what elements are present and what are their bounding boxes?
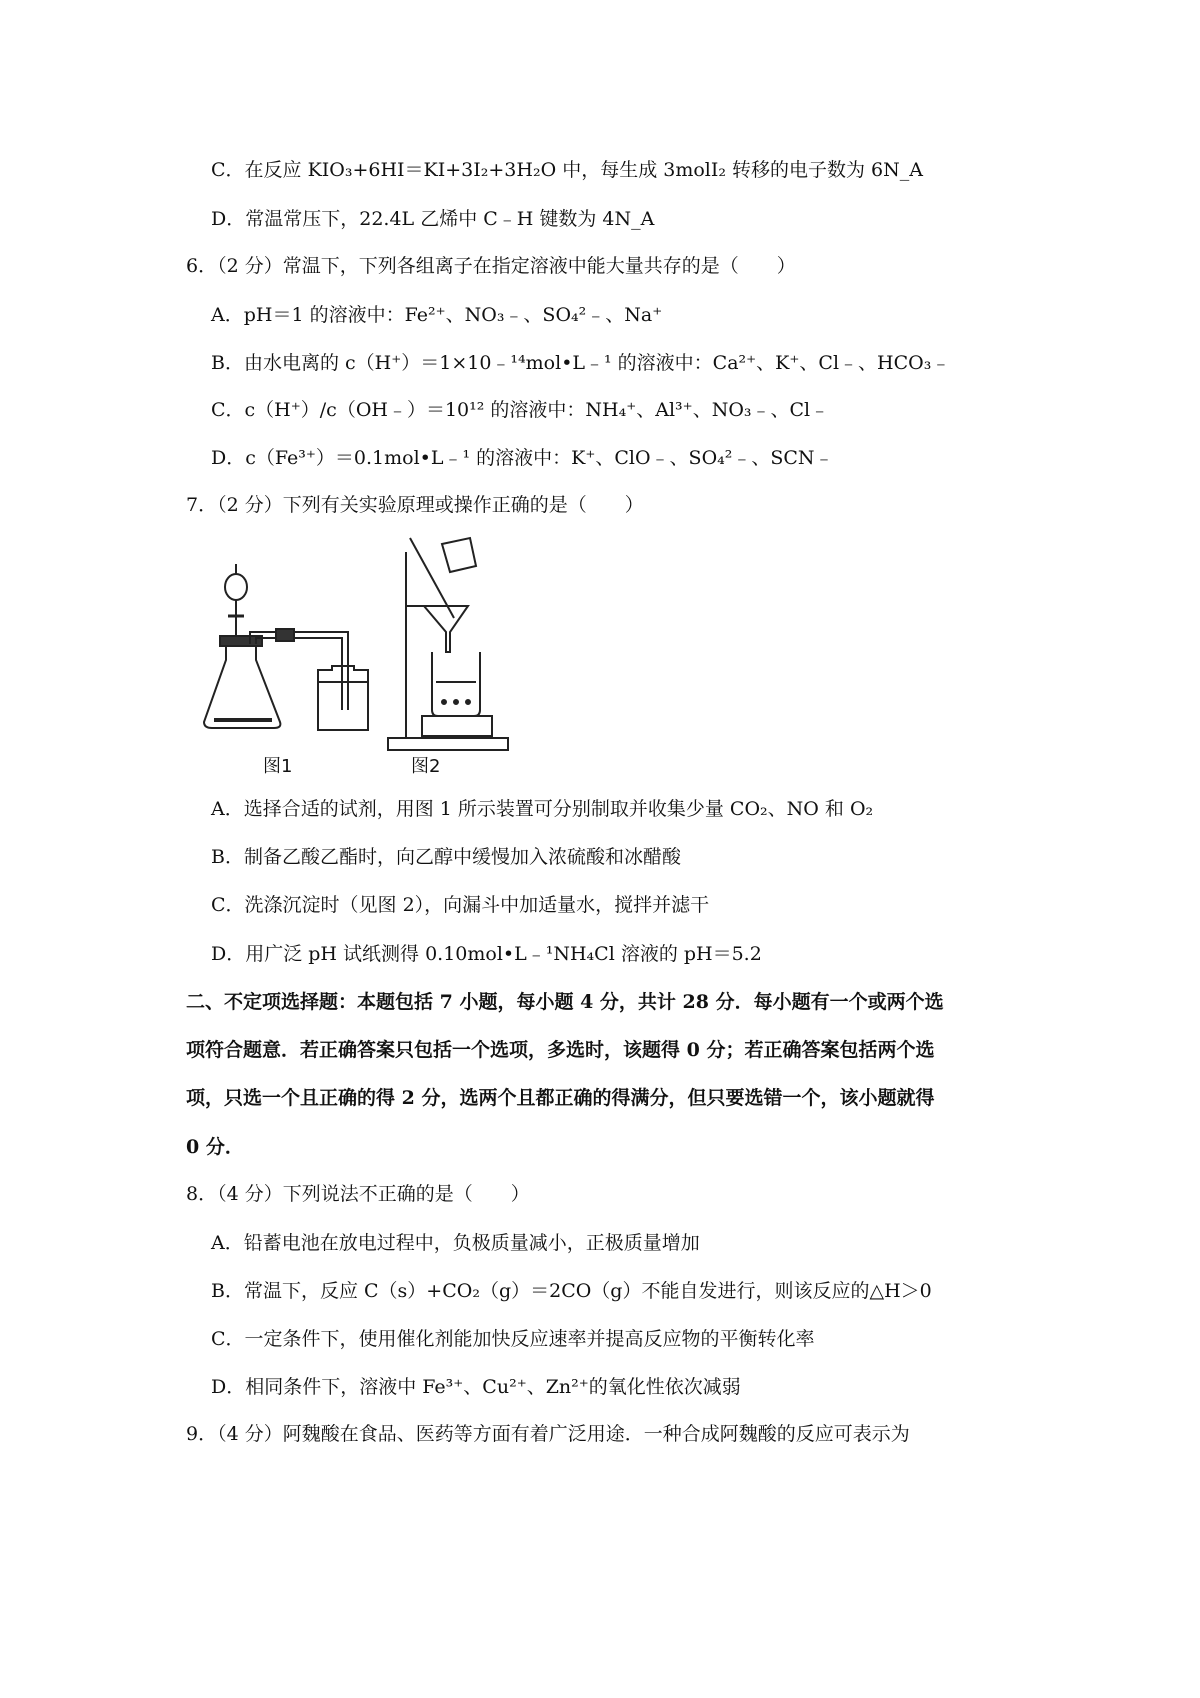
text-line-8: 7．（2 分）下列有关实验原理或操作正确的是（ ）: [186, 494, 644, 516]
text-line-12: D．用广泛 pH 试纸测得 0.10mol•L﹣¹NH₄Cl 溶液的 pH＝5.2: [211, 943, 762, 965]
text-line-16: 0 分．: [186, 1136, 244, 1158]
figure-2-apparatus: [388, 538, 508, 750]
figure-1-apparatus: [204, 564, 368, 730]
text-line-17: 8．（4 分）下列说法不正确的是（ ）: [186, 1183, 530, 1205]
text-line-22: 9．（4 分）阿魏酸在食品、医药等方面有着广泛用途．一种合成阿魏酸的反应可表示为: [186, 1423, 910, 1445]
text-line-7: D．c（Fe³⁺）＝0.1mol•L﹣¹ 的溶液中：K⁺、ClO﹣、SO₄²﹣、SCN﹣: [211, 447, 834, 469]
apparatus-figure: [200, 532, 520, 768]
text-line-20: C．一定条件下，使用催化剂能加快反应速率并提高反应物的平衡转化率: [211, 1328, 815, 1350]
text-line-14: 项符合题意．若正确答案只包括一个选项，多选时，该题得 0 分；若正确答案包括两个选: [186, 1039, 935, 1061]
text-line-2: D．常温常压下，22.4L 乙烯中 C﹣H 键数为 4N_A: [211, 208, 655, 230]
text-line-1: C．在反应 KIO₃+6HI＝KI+3I₂+3H₂O 中，每生成 3molI₂ 转移的电子数为 6N_A: [211, 159, 923, 181]
figure-1-label: 图1: [263, 756, 293, 777]
text-line-9: A．选择合适的试剂，用图 1 所示装置可分别制取并收集少量 CO₂、NO 和 O₂: [211, 798, 874, 820]
figure-2-label: 图2: [411, 756, 441, 777]
text-line-18: A．铅蓄电池在放电过程中，负极质量减小，正极质量增加: [211, 1232, 700, 1254]
text-line-6: C．c（H⁺）/c（OH﹣）＝10¹² 的溶液中：NH₄⁺、Al³⁺、NO₃﹣、Cl﹣: [211, 399, 830, 421]
text-line-10: B．制备乙酸乙酯时，向乙醇中缓慢加入浓硫酸和冰醋酸: [211, 846, 681, 868]
text-line-3: 6．（2 分）常温下，下列各组离子在指定溶液中能大量共存的是（ ）: [186, 255, 796, 277]
text-line-13: 二、不定项选择题：本题包括 7 小题，每小题 4 分，共计 28 分．每小题有一个或两个选: [186, 991, 944, 1013]
text-line-19: B．常温下，反应 C（s）+CO₂（g）＝2CO（g）不能自发进行，则该反应的△H＞0: [211, 1280, 932, 1302]
text-line-4: A．pH＝1 的溶液中：Fe²⁺、NO₃﹣、SO₄²﹣、Na⁺: [211, 304, 663, 326]
text-line-21: D．相同条件下，溶液中 Fe³⁺、Cu²⁺、Zn²⁺的氧化性依次减弱: [211, 1376, 741, 1398]
text-line-5: B．由水电离的 c（H⁺）＝1×10﹣¹⁴mol•L﹣¹ 的溶液中：Ca²⁺、K⁺、Cl﹣、HCO₃﹣: [211, 352, 951, 374]
text-line-11: C．洗涤沉淀时（见图 2），向漏斗中加适量水，搅拌并滤干: [211, 894, 710, 916]
text-line-15: 项，只选一个且正确的得 2 分，选两个且都正确的得满分，但只要选错一个，该小题就得: [186, 1087, 935, 1109]
